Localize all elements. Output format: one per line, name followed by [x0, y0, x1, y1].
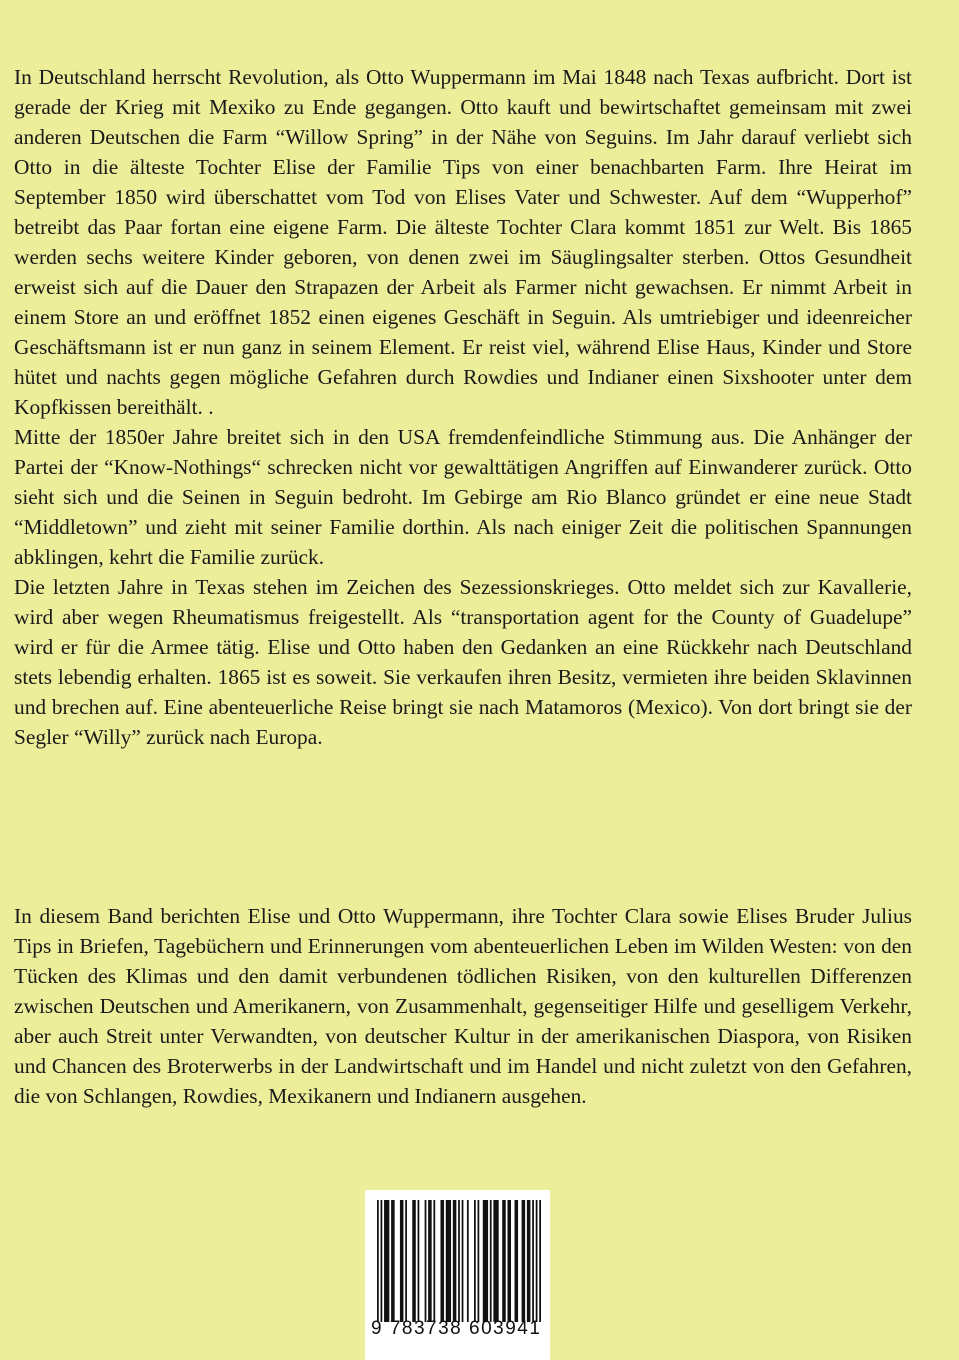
barcode-bar — [458, 1200, 460, 1322]
barcode-bar — [507, 1200, 511, 1322]
barcode-bar — [425, 1200, 427, 1322]
barcode-bar — [522, 1200, 526, 1322]
barcode-bar — [539, 1200, 541, 1322]
barcode-bar — [405, 1200, 407, 1322]
isbn-digits: 9 783738 603941 — [371, 1318, 542, 1339]
barcode-bar — [493, 1200, 498, 1322]
barcode-bar — [483, 1200, 488, 1322]
paragraph-revolution: In Deutschland herrscht Revolution, als Otto Wuppermann im Mai 1848 nach Texas aufbricht. Dort ist gerade der Krieg mit Mexiko zu Ende gegangen. Otto kauft und bewirtschaftet gemeinsam mit zwei anderen Deutschen die Farm “Willow Spring” in der Nähe von Seguins. Im Jahr darauf verliebt sich Otto in die älteste Tochter Elise der Familie Tips von einer benachbarten Farm. Ihre Heirat im September 1850 wird überschattet vom Tod von Elises Vater und Schwester. Auf dem “Wupperhof” betreibt das Paar fortan eine eigene Farm. Die älteste Tochter Clara kommt 1851 zur Welt. Bis 1865 werden sechs weitere Kinder geboren, von denen zwei im Säuglingsalter sterben. Ottos Gesundheit erweist sich auf die Dauer den Strapazen der Arbeit als Farmer nicht gewachsen. Er nimmt Arbeit in einem Store an und eröffnet 1852 einen eigenes Geschäft in Seguin. Als umtriebiger und ideenreicher Geschäftsmann ist er nun ganz in seinem Element. Er reist viel, während Elise Haus, Kinder und Store hütet und nachts gegen mögliche Gefahren durch Rowdies und Indianer einen Sixshooter unter dem Kopfkissen bereithält. . — [14, 65, 912, 419]
barcode-bar — [532, 1200, 534, 1322]
barcode-bar — [474, 1200, 476, 1322]
barcode-bar — [515, 1200, 519, 1322]
barcode-bar — [377, 1200, 379, 1322]
barcode-bar — [433, 1200, 435, 1322]
barcode-bar — [478, 1200, 480, 1322]
barcode-bars — [377, 1200, 541, 1322]
barcode-bar — [462, 1200, 464, 1322]
paragraph-know-nothings: Mitte der 1850er Jahre breitet sich in den USA fremdenfeindliche Stimmung aus. Die Anhänger der Partei der “Know-Nothings“ schrecken nicht vor gewalttätigen Angriffen auf Einwanderer zurück. Otto sieht sich und die Seinen in Seguin bedroht. Im Gebirge am Rio Blanco gründet er eine neue Stadt “Middletown” und zieht mit seiner Familie dorthin. Als nach einiger Zeit die politischen Spannungen abklingen, kehrt die Familie zurück. — [14, 425, 912, 569]
barcode-bar — [418, 1200, 420, 1322]
barcode-bar — [391, 1200, 395, 1322]
barcode-bar — [527, 1200, 531, 1322]
barcode-bar — [412, 1200, 416, 1322]
barcode-bar — [446, 1200, 451, 1322]
barcode-bar — [490, 1200, 492, 1322]
barcode-bar — [428, 1200, 432, 1322]
barcode-bar — [400, 1200, 404, 1322]
barcode-bar — [440, 1200, 444, 1322]
barcode-bar — [536, 1200, 538, 1322]
barcode-bar — [502, 1200, 506, 1322]
isbn-barcode — [365, 1190, 550, 1360]
barcode-bar — [381, 1200, 383, 1322]
barcode-bar — [467, 1200, 469, 1322]
paragraph-secession-war: Die letzten Jahre in Texas stehen im Zeichen des Sezessionskrieges. Otto meldet sich zur Kavallerie, wird aber wegen Rheumatismus freigestellt. Als “transportation agent for the County of Guadelupe” wird er für die Armee tätig. Elise und Otto haben den Gedanken an eine Rückkehr nach Deutschland stets lebendig erhalten. 1865 ist es soweit. Sie verkaufen ihren Besitz, vermieten ihre beiden Sklavinnen und brechen auf. Eine abenteuerliche Reise bringt sie nach Matamoros (Mexico). Von dort bringt sie der Segler “Willy” zurück nach Europa. — [14, 575, 912, 749]
barcode-bar — [384, 1200, 389, 1322]
blurb-top — [14, 62, 912, 752]
paragraph-volume-summary: In diesem Band berichten Elise und Otto Wuppermann, ihre Tochter Clara sowie Elises Bruder Julius Tips in Briefen, Tagebüchern und Erinnerungen vom abenteuerlichen Leben im Wilden Westen: von den Tücken des Klimas und den damit verbundenen tödlichen Risiken, von den kulturellen Differenzen zwischen Deutschen und Amerikanern, von Zusammenhalt, gegenseitiger Hilfe und geselligem Verkehr, aber auch Streit unter Verwandten, von deutscher Kultur in der amerikanischen Diaspora, von Risiken und Chancen des Broterwerbs in der Landwirtschaft und im Handel und nicht zuletzt von den Gefahren, die von Schlangen, Rowdies, Mexikanern und Indianern ausgehen. — [14, 904, 912, 1108]
barcode-bar — [453, 1200, 457, 1322]
blurb-bottom — [14, 901, 912, 1111]
